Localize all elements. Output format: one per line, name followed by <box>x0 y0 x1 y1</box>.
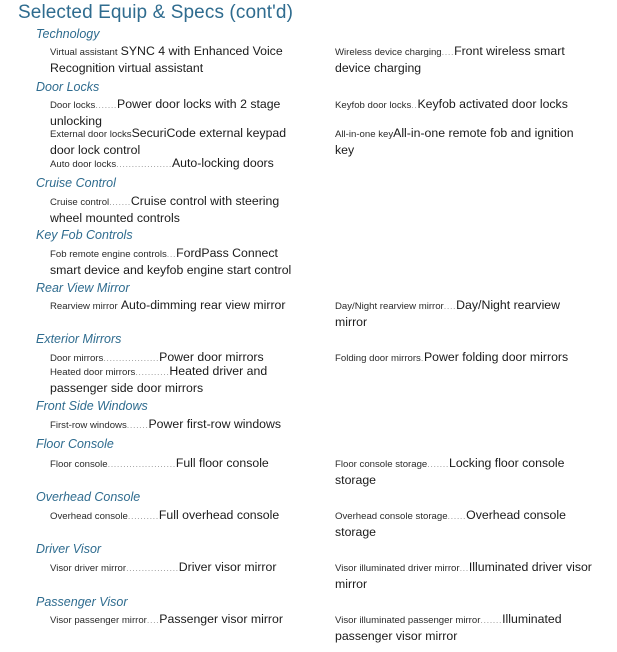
leader-dots: .................. <box>116 159 172 169</box>
leader-dots: ................. <box>126 563 179 573</box>
spec-value: Overhead console storage <box>335 508 566 539</box>
spec-wireless-charging <box>335 44 593 75</box>
section-title-driver-visor: Driver Visor <box>36 542 102 556</box>
section-title-front-side-windows: Front Side Windows <box>36 399 148 413</box>
spec-cruise-control <box>50 194 308 225</box>
spec-value: SecuriCode external keypad door lock control <box>50 126 287 157</box>
spec-label: Heated door mirrors <box>50 367 136 378</box>
spec-value: Front wireless smart device charging <box>335 44 565 75</box>
spec-external-door-locks <box>50 126 308 157</box>
spec-value: Auto-locking doors <box>171 156 274 170</box>
leader-dots: ... <box>459 563 469 573</box>
spec-value: SYNC 4 with Enhanced Voice Recognition virtual assistant <box>50 44 283 75</box>
spec-label: Visor passenger mirror <box>50 615 147 626</box>
spec-overhead-console-storage <box>335 508 593 539</box>
spec-floor-console-storage <box>335 456 593 487</box>
spec-label: Door mirrors <box>50 353 104 364</box>
spec-label: Door locks <box>50 100 96 111</box>
leader-dots: .... <box>146 615 160 625</box>
leader-dots: .. <box>411 100 418 110</box>
spec-folding-door-mirrors <box>335 350 593 367</box>
spec-label: Visor illuminated driver mirror <box>335 563 460 574</box>
spec-value: Heated driver and passenger side door mirrors <box>50 364 268 395</box>
spec-label: Folding door mirrors <box>335 353 421 364</box>
leader-dots: . <box>420 353 424 363</box>
spec-value: Auto-dimming rear view mirror <box>120 298 286 312</box>
spec-visor-illuminated-driver <box>335 560 593 591</box>
spec-value: Power folding door mirrors <box>423 350 569 364</box>
spec-visor-passenger-mirror <box>50 612 308 629</box>
spec-label: Visor driver mirror <box>50 563 127 574</box>
spec-all-in-one-key <box>335 126 593 157</box>
leader-dots: ....... <box>126 420 149 430</box>
spec-floor-console <box>50 456 308 473</box>
leader-dots: .................. <box>103 353 160 363</box>
spec-label: External door locks <box>50 129 132 140</box>
spec-value: Illuminated driver visor mirror <box>335 560 592 591</box>
leader-dots: ....... <box>480 615 503 625</box>
spec-visor-illuminated-passenger <box>335 612 593 643</box>
leader-dots: ...... <box>447 511 467 521</box>
spec-label: Floor console <box>50 459 108 470</box>
section-title-door-locks: Door Locks <box>36 80 100 94</box>
spec-label: Wireless device charging <box>335 47 442 58</box>
spec-auto-door-locks <box>50 156 308 173</box>
leader-dots: ........... <box>135 367 170 377</box>
spec-label: Visor illuminated passenger mirror <box>335 615 481 626</box>
spec-first-row-windows <box>50 417 308 434</box>
page-title: Selected Equip & Specs (cont'd) <box>18 2 293 23</box>
spec-label: Floor console storage <box>335 459 428 470</box>
spec-value: Driver visor mirror <box>178 560 277 574</box>
spec-label: Overhead console storage <box>335 511 448 522</box>
spec-rearview-mirror <box>50 298 308 315</box>
spec-visor-driver-mirror <box>50 560 308 577</box>
leader-dots: .......... <box>127 511 159 521</box>
spec-value: Power first-row windows <box>148 417 282 431</box>
spec-virtual-assistant <box>50 44 308 75</box>
spec-label: Keyfob door locks <box>335 100 412 111</box>
spec-label: Overhead console <box>50 511 128 522</box>
spec-overhead-console <box>50 508 308 525</box>
leader-dots: .... <box>441 47 455 57</box>
leader-dots: ... <box>166 249 177 259</box>
spec-value: FordPass Connect smart device and keyfob engine start control <box>50 246 292 277</box>
spec-label: Fob remote engine controls <box>50 249 167 260</box>
section-title-cruise-control: Cruise Control <box>36 176 116 190</box>
leader-dots: ....... <box>109 197 131 207</box>
spec-value: Power door locks with 2 stage unlocking <box>50 97 281 128</box>
spec-label: All-in-one key <box>335 129 394 140</box>
section-title-passenger-visor: Passenger Visor <box>36 595 128 609</box>
spec-label: First-row windows <box>50 420 127 431</box>
leader-dots: ...................... <box>107 459 176 469</box>
spec-day-night-mirror <box>335 298 593 329</box>
leader-dots: ....... <box>95 100 118 110</box>
spec-keyfob-door-locks <box>335 97 593 114</box>
spec-label: Auto door locks <box>50 159 117 170</box>
spec-label: Virtual assistant <box>50 47 118 58</box>
spec-label: Cruise control <box>50 197 110 208</box>
section-title-floor-console: Floor Console <box>36 437 114 451</box>
section-title-exterior-mirrors: Exterior Mirrors <box>36 332 122 346</box>
spec-label: Rearview mirror <box>50 301 118 312</box>
spec-label: Day/Night rearview mirror <box>335 301 444 312</box>
section-title-key-fob-controls: Key Fob Controls <box>36 228 133 242</box>
leader-dots: .... <box>443 301 457 311</box>
spec-value: Locking floor console storage <box>335 456 565 487</box>
spec-heated-door-mirrors <box>50 364 308 395</box>
section-title-technology: Technology <box>36 27 100 41</box>
spec-value: Illuminated passenger visor mirror <box>335 612 562 643</box>
spec-door-locks <box>50 97 308 128</box>
spec-value: Cruise control with steering wheel mounted controls <box>50 194 280 225</box>
section-title-overhead-console: Overhead Console <box>36 490 141 504</box>
spec-value: Passenger visor mirror <box>159 612 283 626</box>
leader-dots: ....... <box>427 459 449 469</box>
section-title-rear-view-mirror: Rear View Mirror <box>36 281 130 295</box>
spec-fob-remote-engine <box>50 246 308 277</box>
spec-value: All-in-one remote fob and ignition key <box>335 126 574 157</box>
spec-value: Day/Night rearview mirror <box>335 298 561 329</box>
spec-value: Keyfob activated door locks <box>417 97 568 111</box>
spec-value: Full floor console <box>175 456 269 470</box>
spec-value: Full overhead console <box>158 508 280 522</box>
spec-value: Power door mirrors <box>159 350 264 364</box>
